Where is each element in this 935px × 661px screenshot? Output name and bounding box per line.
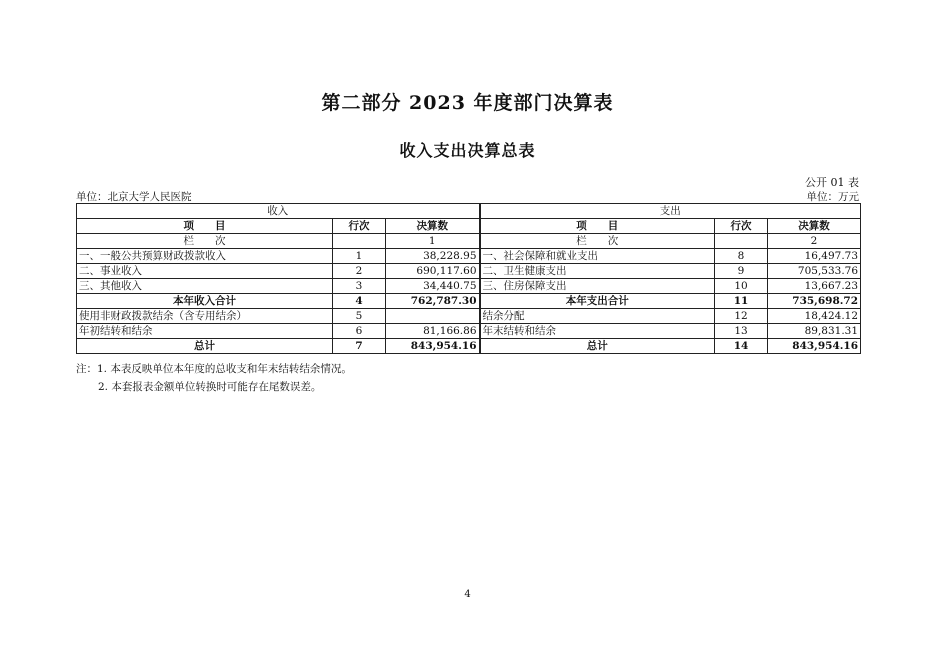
expense-item: 三、住房保障支出 — [480, 279, 715, 294]
income-item: 使用非财政拨款结余（含专用结余） — [77, 309, 333, 324]
income-expense-table — [76, 203, 861, 354]
income-line: 3 — [333, 279, 386, 294]
income-line: 2 — [333, 264, 386, 279]
expense-amount: 18,424.12 — [768, 309, 861, 324]
table-title: 收入支出决算总表 — [399, 141, 536, 160]
income-amount: 81,166.86 — [386, 324, 480, 339]
income-item: 一、一般公共预算财政拨款收入 — [77, 249, 333, 264]
income-total-amount: 762,787.30 — [386, 294, 480, 309]
expense-col-line: 行次 — [715, 219, 768, 234]
expense-item: 二、卫生健康支出 — [480, 264, 715, 279]
expense-grand-total-amount: 843,954.16 — [768, 339, 861, 354]
expense-amount: 89,831.31 — [768, 324, 861, 339]
income-line: 1 — [333, 249, 386, 264]
grand-total-row — [77, 339, 861, 354]
form-number: 公开 01 表 — [805, 176, 859, 189]
income-column-number: 1 — [386, 234, 480, 249]
expense-total-label: 本年支出合计 — [480, 294, 715, 309]
income-item: 年初结转和结余 — [77, 324, 333, 339]
page-title: 第二部分 2023 年度部门决算表 — [321, 92, 614, 114]
income-grand-total-label: 总计 — [77, 339, 333, 354]
income-col-item: 项 目 — [77, 219, 333, 234]
expense-grand-total-label: 总计 — [480, 339, 715, 354]
expense-line: 12 — [715, 309, 768, 324]
table-row — [77, 324, 861, 339]
reporting-unit: 单位：北京大学人民医院 — [76, 191, 192, 203]
income-total-label: 本年收入合计 — [77, 294, 333, 309]
income-item: 三、其他收入 — [77, 279, 333, 294]
expense-column-label: 栏 次 — [480, 234, 715, 249]
footnotes — [76, 360, 352, 396]
expense-total-line: 11 — [715, 294, 768, 309]
table-row — [77, 264, 861, 279]
table-column-header-row — [77, 219, 861, 234]
table-row — [77, 309, 861, 324]
table-section-header-row — [77, 204, 861, 219]
footnote-1: 注：1. 本表反映单位本年度的总收支和年末结转结余情况。 — [76, 363, 352, 375]
income-line: 6 — [333, 324, 386, 339]
expense-amount: 16,497.73 — [768, 249, 861, 264]
expense-amount: 13,667.23 — [768, 279, 861, 294]
expense-line: 8 — [715, 249, 768, 264]
income-total-line: 4 — [333, 294, 386, 309]
expense-section-header: 支出 — [480, 204, 861, 219]
income-amount: 34,440.75 — [386, 279, 480, 294]
expense-line: 9 — [715, 264, 768, 279]
income-grand-total-line: 7 — [333, 339, 386, 354]
footnote-2: 2. 本套报表金额单位转换时可能存在尾数误差。 — [98, 381, 322, 393]
expense-line: 10 — [715, 279, 768, 294]
expense-col-item: 项 目 — [480, 219, 715, 234]
expense-total-amount: 735,698.72 — [768, 294, 861, 309]
column-number-row — [77, 234, 861, 249]
income-amount: 690,117.60 — [386, 264, 480, 279]
table-row — [77, 279, 861, 294]
table-row — [77, 249, 861, 264]
income-col-amount: 决算数 — [386, 219, 480, 234]
currency-unit: 单位：万元 — [806, 191, 859, 203]
expense-item: 一、社会保障和就业支出 — [480, 249, 715, 264]
income-grand-total-amount: 843,954.16 — [386, 339, 480, 354]
expense-item: 年末结转和结余 — [480, 324, 715, 339]
expense-col-amount: 决算数 — [768, 219, 861, 234]
income-amount: 38,228.95 — [386, 249, 480, 264]
income-col-line: 行次 — [333, 219, 386, 234]
expense-item: 结余分配 — [480, 309, 715, 324]
income-line: 5 — [333, 309, 386, 324]
annual-total-row — [77, 294, 861, 309]
income-section-header: 收入 — [77, 204, 480, 219]
income-item: 二、事业收入 — [77, 264, 333, 279]
income-amount — [386, 309, 480, 324]
expense-line: 13 — [715, 324, 768, 339]
expense-grand-total-line: 14 — [715, 339, 768, 354]
income-column-label: 栏 次 — [77, 234, 333, 249]
expense-amount: 705,533.76 — [768, 264, 861, 279]
expense-column-number: 2 — [768, 234, 861, 249]
page-number: 4 — [464, 589, 471, 600]
